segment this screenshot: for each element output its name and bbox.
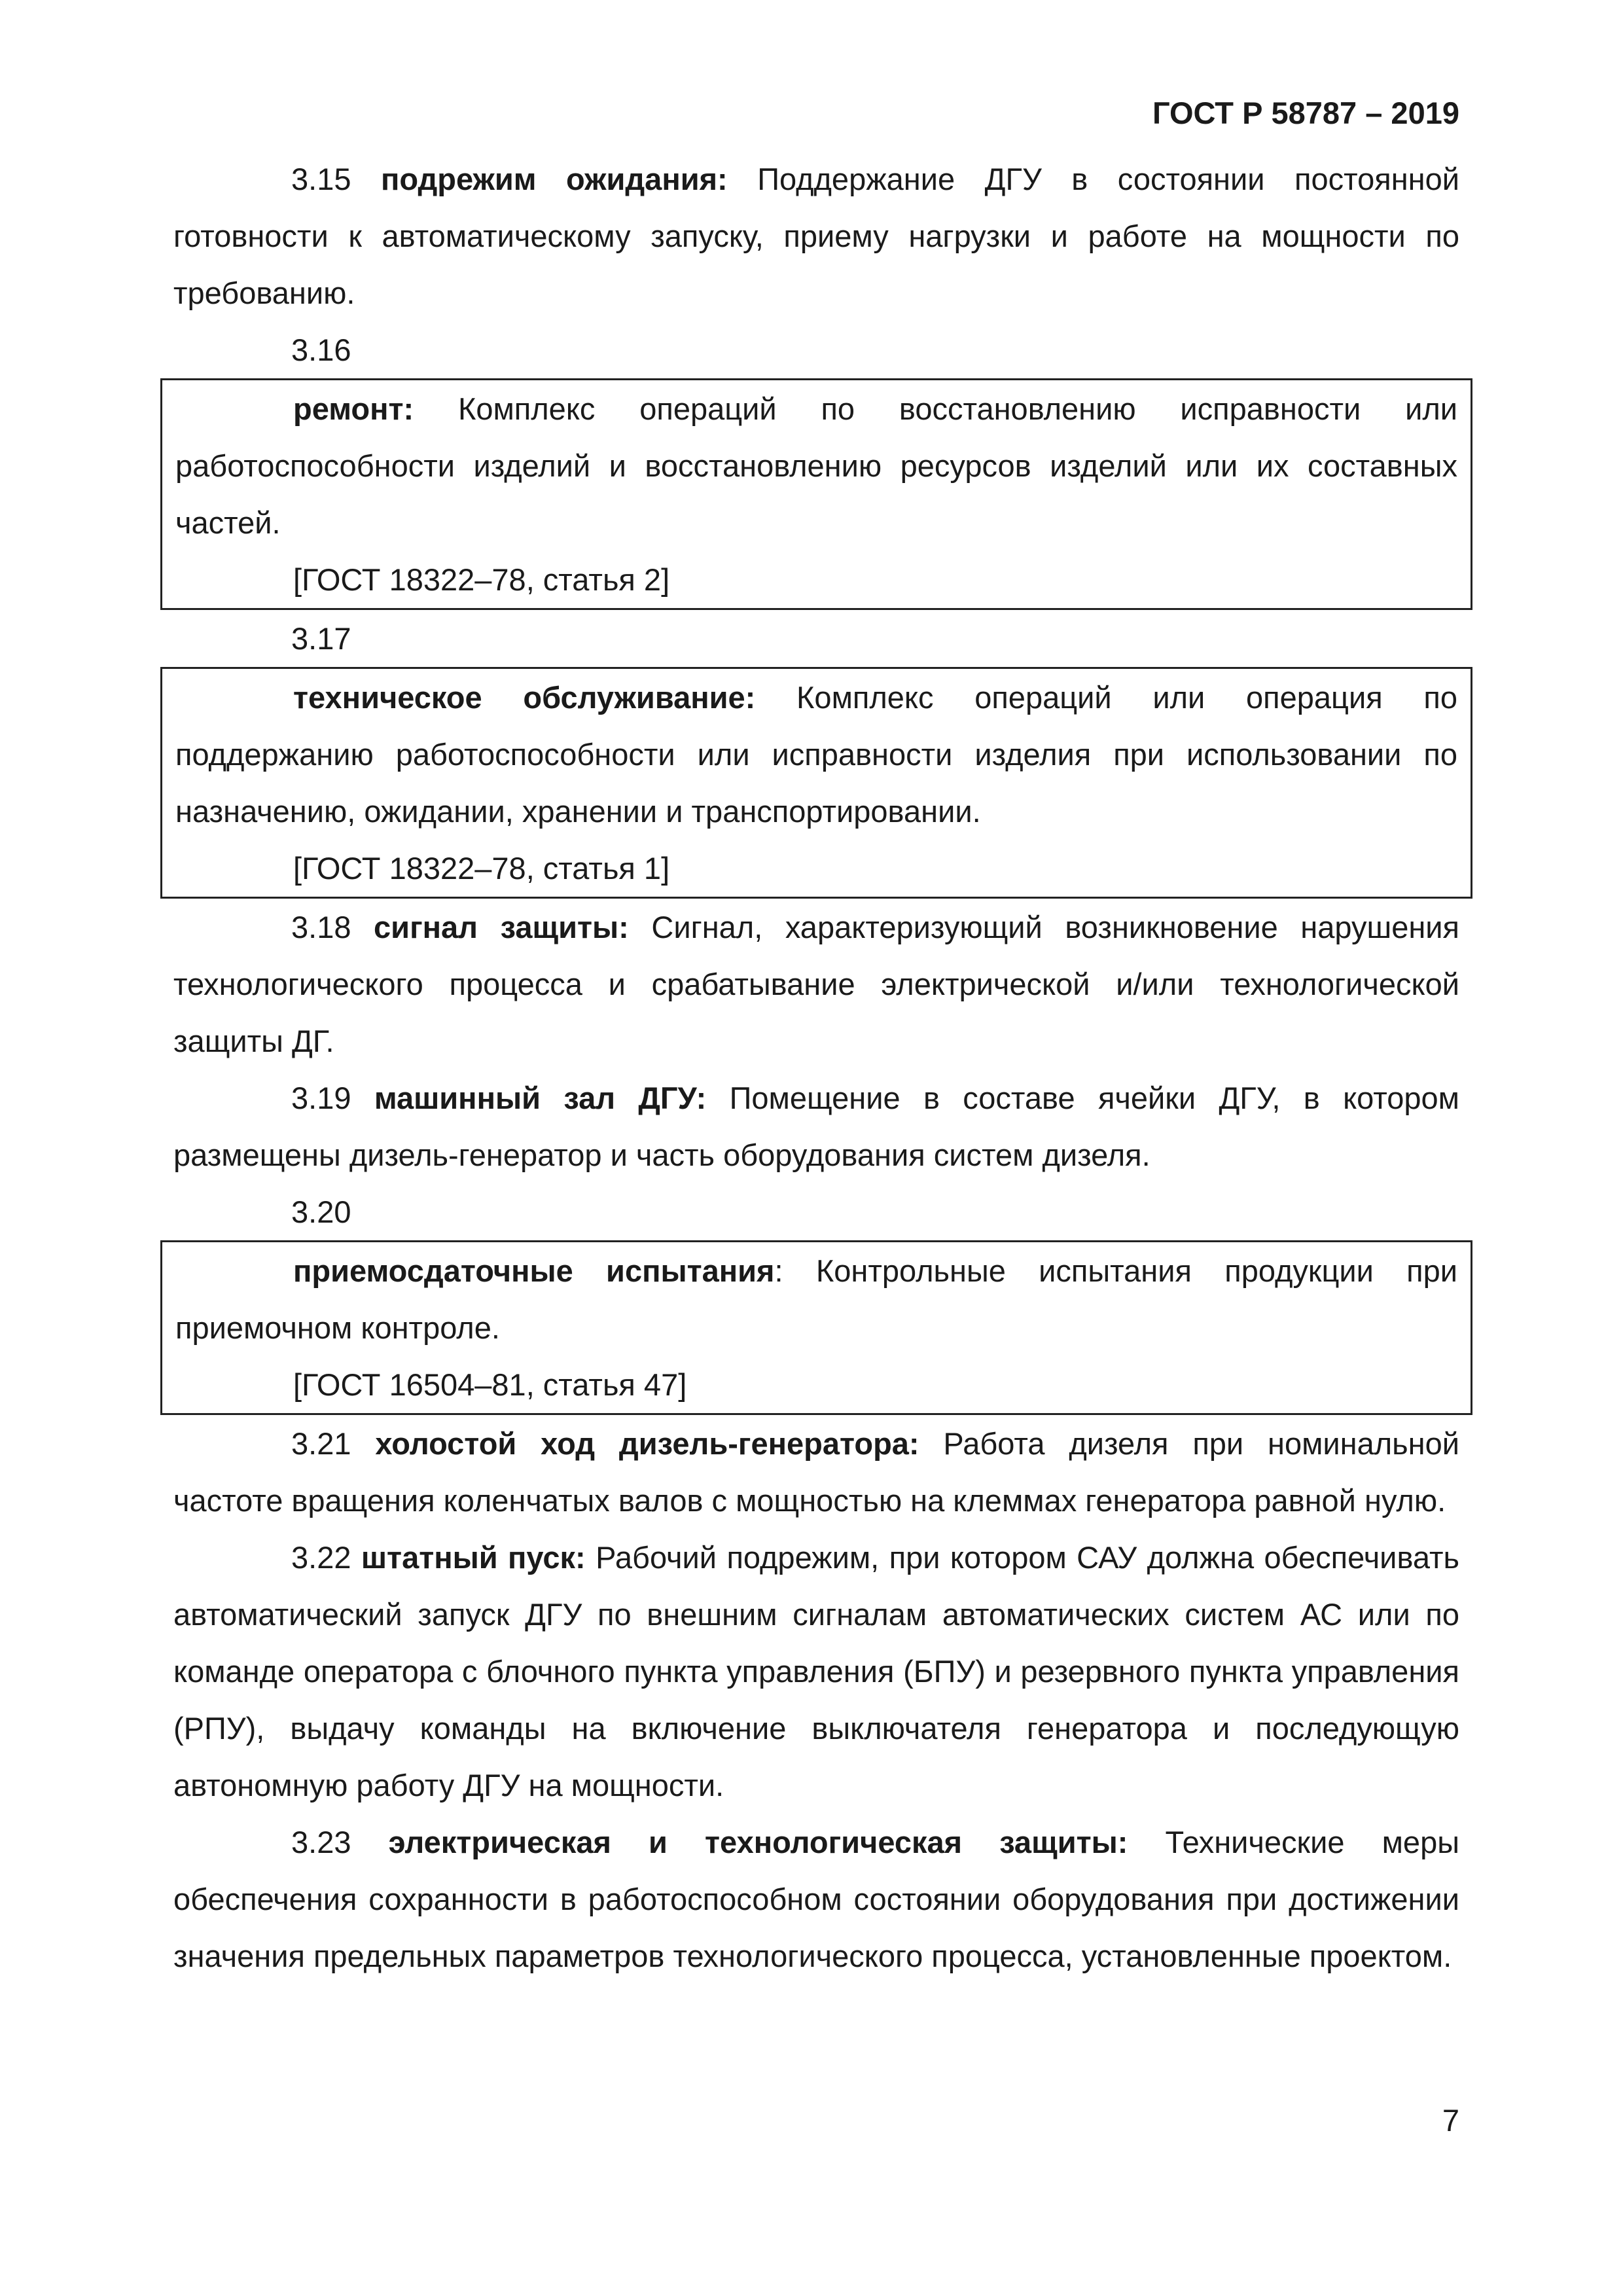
entry-term: электрическая и технологическая защиты: <box>388 1825 1128 1859</box>
entry-term: приемосдаточные испытания <box>293 1253 775 1288</box>
quoted-definition-box <box>160 667 1472 899</box>
quoted-definition-box <box>160 378 1472 610</box>
entry-number: 3.23 <box>291 1825 351 1859</box>
entry-number: 3.15 <box>291 162 351 196</box>
document-code: ГОСТ Р 58787 – 2019 <box>1152 96 1459 130</box>
entry-term: подрежим ожидания: <box>381 162 728 196</box>
entry-term: холостой ход дизель-генератора: <box>375 1426 919 1461</box>
entry-term: сигнал защиты: <box>374 910 629 944</box>
definition-entry <box>173 1529 1459 1814</box>
definition-entry <box>173 1069 1459 1183</box>
entry-number: 3.19 <box>291 1081 351 1115</box>
page-number: 7 <box>1442 2103 1459 2138</box>
entry-source: [ГОСТ 18322–78, статья 2] <box>293 562 670 597</box>
definition-entry <box>173 899 1459 1069</box>
definition-entry <box>175 669 1457 840</box>
entry-source: [ГОСТ 16504–81, статья 47] <box>293 1367 687 1402</box>
entry-term: ремонт: <box>293 391 414 426</box>
entry-number: 3.21 <box>291 1426 351 1461</box>
entry-definition: Сигнал, характеризующий возникновение нарушения технологического процесса и срабатывание электрической и/или технологической защиты ДГ. <box>173 910 1460 1058</box>
entry-definition: Рабочий подрежим, при котором САУ должна обеспечивать автоматический запуск ДГУ по внешним сигналам автоматических систем АС или по команде оператора с блочного пункта управления (БПУ) и резервного пункта управления (РПУ), выдачу команды на включение выключателя генератора и последующую автономную работу ДГУ на мощности. <box>173 1540 1460 1803</box>
definition-entry <box>173 1814 1459 1984</box>
entry-definition: : Контрольные испытания продукции при приемочном контроле. <box>175 1253 1458 1345</box>
entry-term: машинный зал ДГУ: <box>374 1081 707 1115</box>
entry-term: техническое обслуживание: <box>293 680 756 715</box>
entry-number: 3.22 <box>291 1540 351 1575</box>
entry-definition: Помещение в составе ячейки ДГУ, в котором размещены дизель-генератор и часть оборудования систем дизеля. <box>173 1081 1459 1172</box>
entry-definition: Комплекс операций по восстановлению исправности или работоспособности изделий и восстановлению ресурсов изделий или их составных частей. <box>175 391 1457 540</box>
entry-number: 3.16 <box>291 332 351 367</box>
quoted-definition-box <box>160 1240 1472 1415</box>
definition-entry <box>173 1415 1459 1529</box>
entry-term: штатный пуск: <box>361 1540 586 1575</box>
entry-source: [ГОСТ 18322–78, статья 1] <box>293 851 670 886</box>
document-body <box>173 151 1459 1984</box>
entry-definition: Технические меры обеспечения сохранности в работоспособном состоянии оборудования при достижении значения предельных параметров технологического процесса, установленные проектом. <box>173 1825 1459 1973</box>
entry-definition: Комплекс операций или операция по поддержанию работоспособности или исправности изделия при использовании по назначению, ожидании, хранении и транспортировании. <box>175 680 1457 829</box>
entry-number: 3.17 <box>291 621 351 656</box>
definition-entry <box>175 1242 1457 1356</box>
entry-definition: Поддержание ДГУ в состоянии постоянной готовности к автоматическому запуску, приему нагрузки и работе на мощности по требованию. <box>173 162 1460 310</box>
entry-number: 3.18 <box>291 910 351 944</box>
entry-definition: Работа дизеля при номинальной частоте вращения коленчатых валов с мощностью на клеммах генератора равной нулю. <box>173 1426 1460 1518</box>
definition-entry <box>173 151 1459 321</box>
definition-entry <box>175 380 1457 551</box>
entry-number: 3.20 <box>291 1194 351 1229</box>
